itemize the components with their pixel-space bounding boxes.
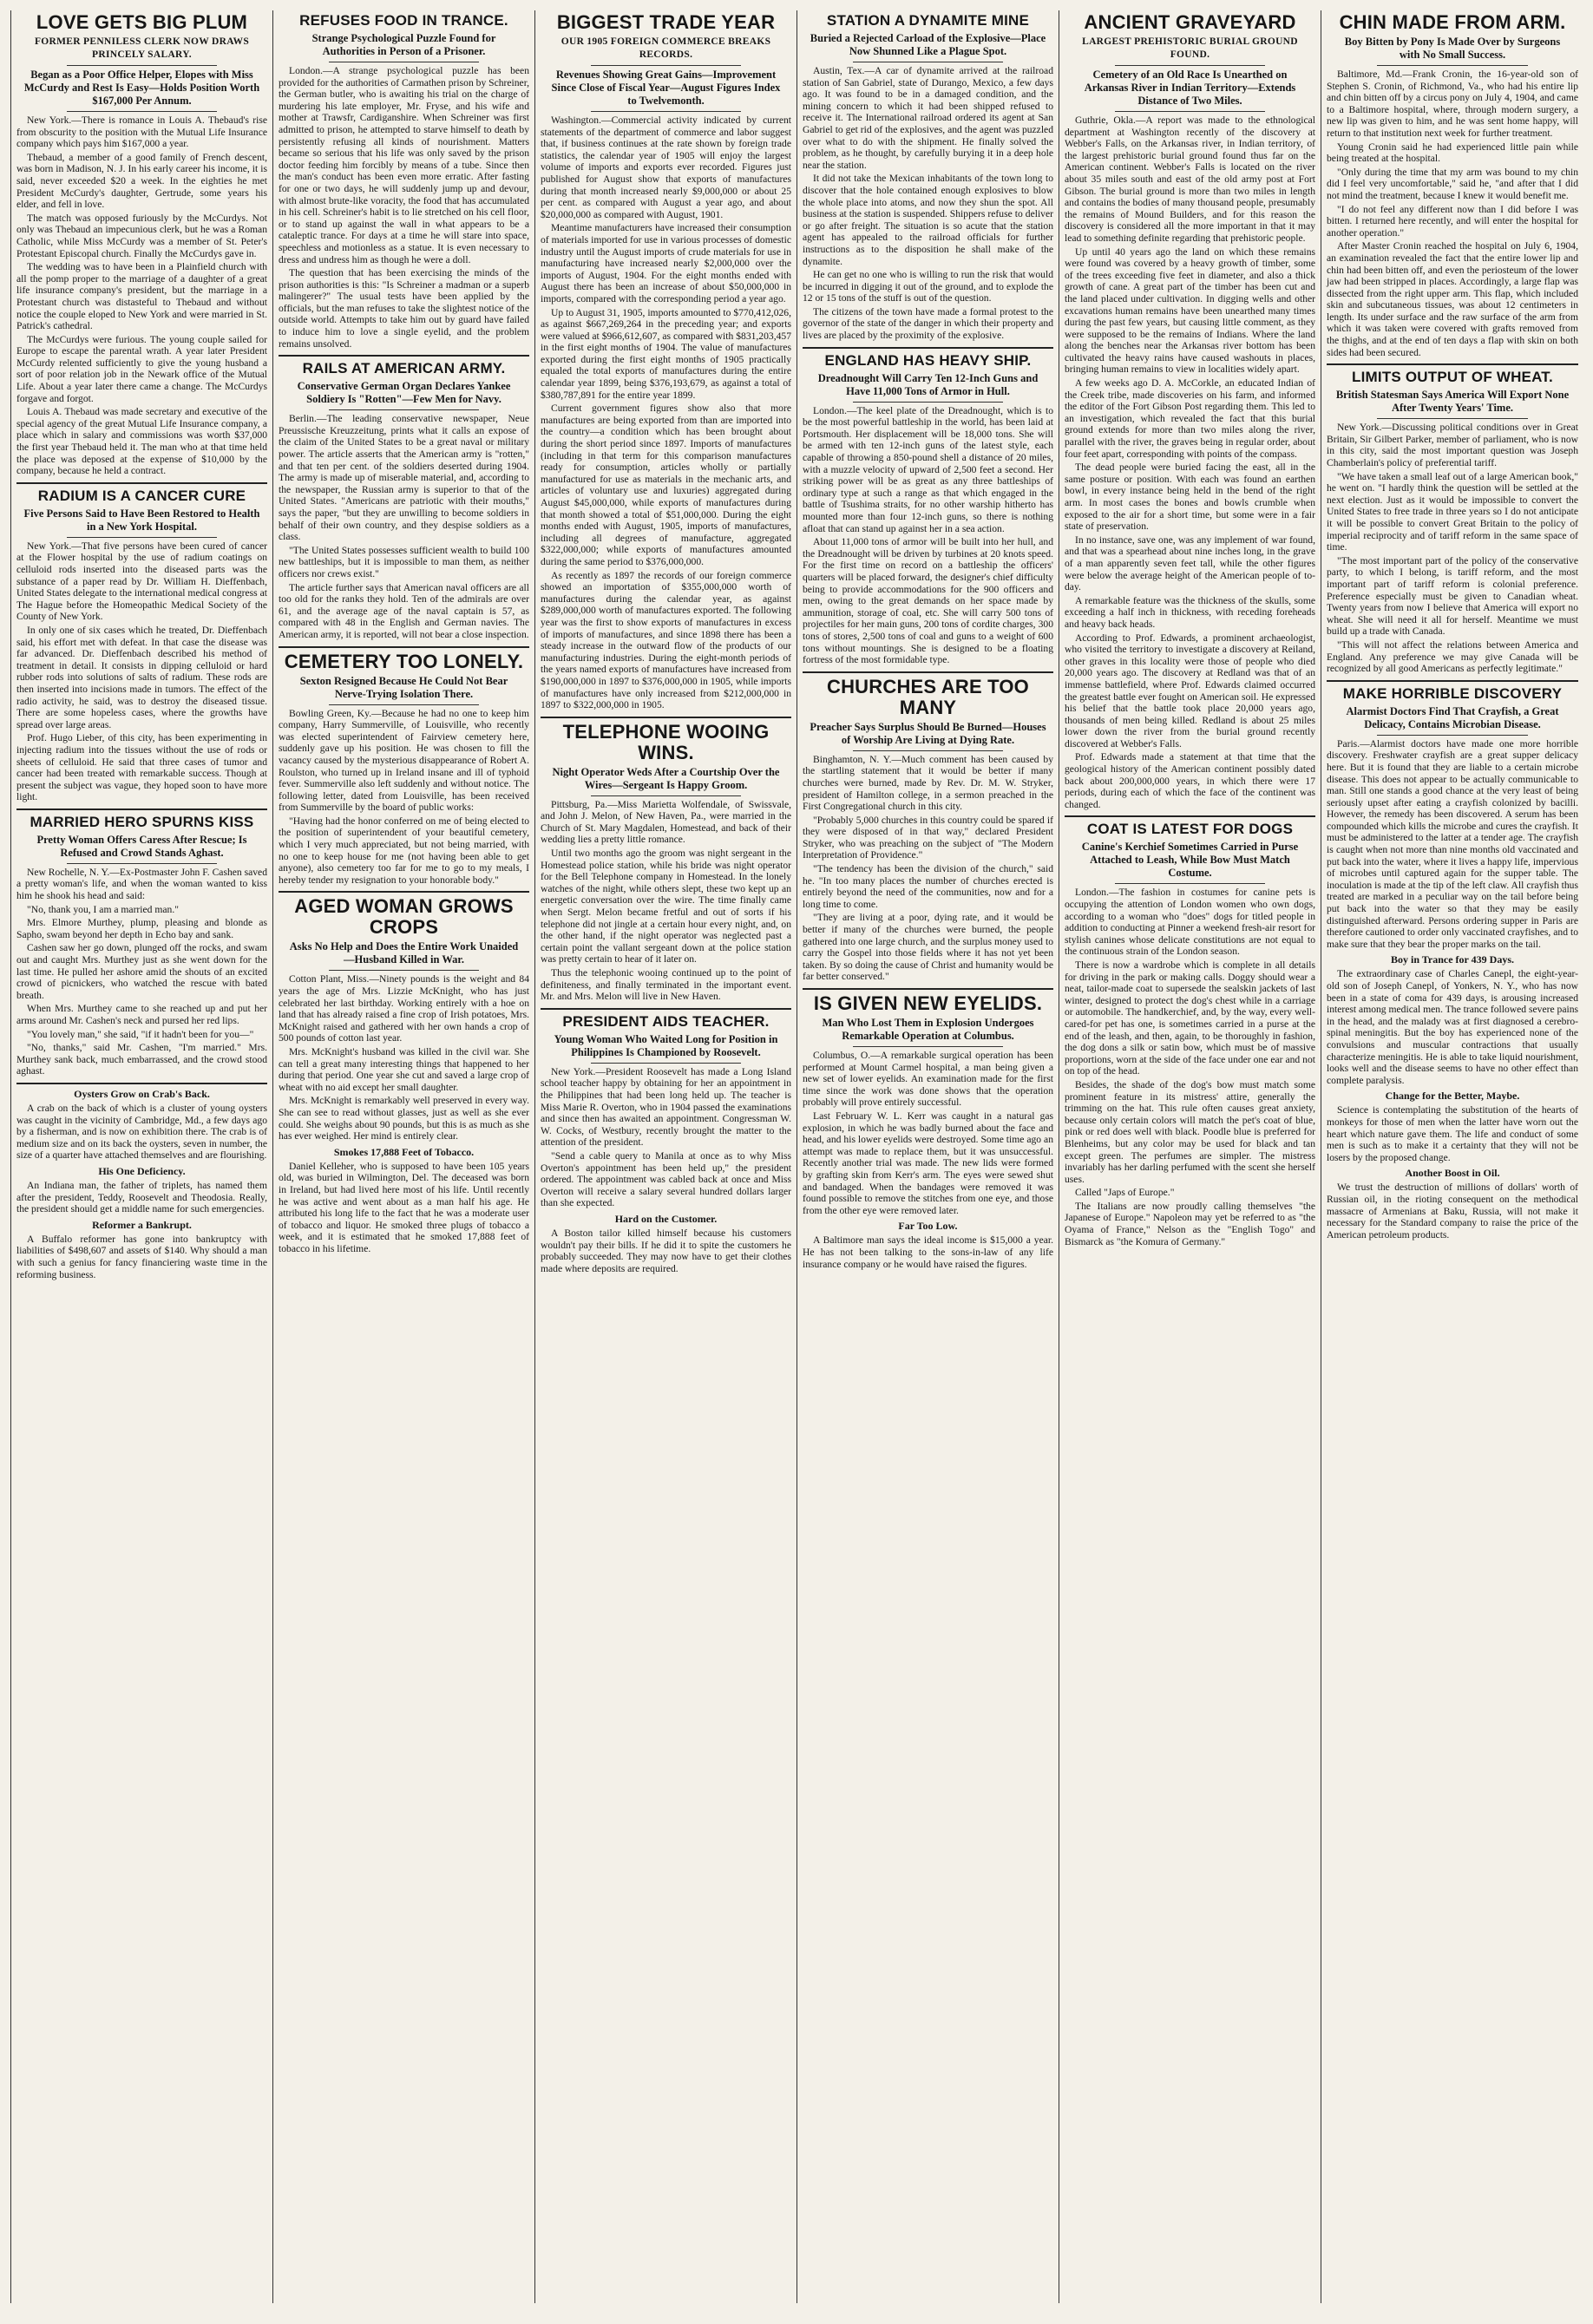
divider xyxy=(591,111,741,112)
paragraph: "The most important part of the policy of the conservative party, to which I belong, is tariff reform, and the most important part of tariff reform is colonial preference. Preference especially must be given to Canadian wheat. Twenty years from now I believe that America will export no wheat. She will need it all for herself. Meantime we must build up a trade with Canada. xyxy=(1327,554,1578,638)
newspaper-page xyxy=(10,10,1583,2303)
paragraph: The match was opposed furiously by the McCurdys. Not only was Thebaud an impecunious clerk, but he was a Roman Catholic, while Miss McCurdy was a member of St. Peter's Protestant Episcopal church. Finally the McCurdys gave in. xyxy=(16,212,267,259)
divider xyxy=(1377,418,1528,419)
headline: LIMITS OUTPUT OF WHEAT. xyxy=(1352,369,1553,386)
divider xyxy=(67,537,217,538)
paragraph: A remarkable feature was the thickness of the skulls, some exceeding a half inch in thickness, with receding foreheads and heavy back heads. xyxy=(1065,594,1315,630)
paragraph: Up to August 31, 1905, imports amounted to $770,412,026, as against $667,269,264 in the preceding year; and exports were valued at $966,612,607, as compared with $831,203,457 in the first eight months of 1904. The value of manufactures exported during the first eight months of 1905 practically equaled the total exports of manufactures during the entire calendar year 1899, being $376,193,679, as against a total of $380,787,891 for the entire year 1899. xyxy=(541,306,791,401)
paragraph: According to Prof. Edwards, a prominent archaeologist, who visited the territory to investigate a discovery at Reiland, other graves in this locality were those of people who died 20,000 years ago. The discovery at Redland was that of an immense battlefield, where Prof. Edwards claimed occurred the greatest battle ever fought on American soil. He expressed his belief that the battle took place 20,000 years ago, thousands of men being killed. Redland is about 25 miles lower down the river from the burial ground recently discovered at Webber's Falls. xyxy=(1065,632,1315,750)
paragraph: The question that has been exercising the minds of the prison authorities is this: "Is Schreiner a madman or a superb malingerer?" The usual tests have been applied by the officials, but the man refuses to take the slightest notice of the outside world. Attempts to take him out by guard have failed to induce him to love a single eyelid, and the problem remains unsolved. xyxy=(279,267,529,350)
paragraph: A Baltimore man says the ideal income is $15,000 a year. He has not been talking to the sons-in-law of any life insurance company or he would have raised the figures. xyxy=(803,1234,1053,1270)
paragraph: Until two months ago the groom was night sergeant in the Homestead police station, while his bride was night operator for the Bell Telephone company in Homestead. In the lonely watches of the night, while others slept, these two kept up an energetic conversation over the wire. The time finally came when Sergt. Melon became fretful and out of sorts if his telephone did not jingle at a certain hour every night, and, on the other hand, if the night operator was neglected past a certain point the vallant sergeant down at the police station was pretty certain to hear of it later on. xyxy=(541,848,791,966)
divider xyxy=(853,402,1003,403)
paragraph: Meantime manufacturers have increased their consumption of materials imported for use in various processes of domestic industry until the August imports of crude materials for use in manufacturing have increased nearly $2,000,000 over the imports of August, 1904. For the eight months ended with August there has been an increase of about $50,000,000 in imports, compared with the corresponding period a year ago. xyxy=(541,222,791,304)
paragraph: The extraordinary case of Charles Canepl, the eight-year-old son of Joseph Canepl, of Yonkers, N. Y., who has now been in a state of coma for 439 days, is arousing increased interest among medical men. The trance followed severe pains in the head, and the malady was at first diagnosed a cerebro-spinal meningitis. But the boy has experienced none of the convulsions and muscular contractions that usually characterize meningitis. He is able to take liquid nourishment, looks well and the disease seems to have no other effect than complete paralysis. xyxy=(1327,968,1578,1086)
item-heading: Reformer a Bankrupt. xyxy=(92,1218,192,1231)
article xyxy=(803,677,1053,990)
paragraph: "I do not feel any different now than I did before I was bitten. I returned here recently, and will enter the hospital for another operation." xyxy=(1327,203,1578,239)
divider xyxy=(591,1063,741,1064)
column-2 xyxy=(273,10,535,2303)
paragraph: "The United States possesses sufficient wealth to build 100 new battleships, but it is impossible to man them, as neither officers nor crews exist." xyxy=(279,544,529,579)
paragraph: As recently as 1897 the records of our foreign commerce showed an importation of $355,000,000 worth of manufactures during the calendar year, as against $289,000,000 worth of manufactures exported. The following year was the first to show exports of manufactures in excess of imports of manufactures, and since 1898 there has been a steady increase in the outward flow of the products of our manufacturing industries. During the eight-month periods of the years named exports of manufactures have increased from $190,000,000 in 1897 to $376,000,000 in 1905, while imports of manufactures have only increased from $212,000,000 in 1897 to $322,000,000 in 1905. xyxy=(541,569,791,711)
paragraph: Thus the telephonic wooing continued up to the point of definiteness, and finally terminated in the important event. Mr. and Mrs. Melon will live in New Haven. xyxy=(541,967,791,1003)
subheadline: Began as a Poor Office Helper, Elopes with Miss McCurdy and Rest Is Easy—Holds Position Worth $167,000 Per Annum. xyxy=(23,69,260,107)
headline: TELEPHONE WOOING WINS. xyxy=(562,720,770,763)
divider xyxy=(67,863,217,864)
item-heading: Another Boost in Oil. xyxy=(1405,1167,1500,1180)
headline: REFUSES FOOD IN TRANCE. xyxy=(299,12,508,29)
paragraph: There is now a wardrobe which is complete in all details for driving in the park or making calls. Doggy should wear a neat, tailor-made coat to supersede the sealskin jackets of last winter, designed to protect the dog's chest while in a carriage or automobile. The handkerchief, and, by the way, every well-cared-for pet has one, is sometimes carried in a purse at the end of the leash, and then, again, to be thoroughly in fashion, the dog dons a silk or satin bow, which must be of massive proportions, worn at the side of the face under one ear and not on top of the head. xyxy=(1065,959,1315,1077)
paragraph: Prof. Edwards made a statement at that time that the geological history of the American continent possibly dated back about 200,000,000 years, in which there were 17 periods, during each of which the face of the continent was changed. xyxy=(1065,751,1315,810)
item-heading: Smokes 17,888 Feet of Tobacco. xyxy=(333,1145,475,1158)
paragraph: A few weeks ago D. A. McCorkle, an educated Indian of the Creek tribe, made discoveries on his farm, and informed the editor of the Fort Gibson Post regarding them. This led to an investigation, which revealed the fact that this burial ground extends for more than two miles along the river, parallel with the river, the graves being in regular order, about four feet apart, corresponding with points of the compass. xyxy=(1065,377,1315,460)
paragraph: About 11,000 tons of armor will be built into her hull, and the Dreadnought will be driven by turbines at 20 knots speed. For the first time on record on a battleship the officers' quarters will be placed forward, the designer's chief difficulty being to provide accommodations for the 900 officers and men, owing to the great demands on her space made by ammunition, storage of coal, etc. She will carry 500 tons of projectiles for her main guns, 200 tons of cordite charges, 300 tons of stores, 2,500 tons of coal and guns to a weight of 600 tons without mountings. She is designed to be a floating fortress of the most formidable type. xyxy=(803,536,1053,666)
paragraph: "Having had the honor conferred on me of being elected to the position of superintendent of your beautiful cemetery, which I very much appreciated, but not being married, with no one to keep house for me (not having been able to get anyone), also cemetery too far for me to go to my meals, I hereby tender my resignation to your honorable body." xyxy=(279,815,529,886)
subheadline: Boy Bitten by Pony Is Made Over by Surgeons with No Small Success. xyxy=(1344,36,1561,61)
paragraph: "No, thank you, I am a married man." xyxy=(27,903,179,915)
subheadline: Pretty Woman Offers Caress After Rescue; Is Refused and Crowd Stands Aghast. xyxy=(36,833,247,859)
article xyxy=(16,488,267,810)
paragraph: Mrs. Elmore Murthey, plump, pleasing and blonde as Sapho, swam beyond her depth in Echo bay and sank. xyxy=(16,917,267,940)
article xyxy=(16,1088,267,1286)
paragraph: The Italians are now proudly calling themselves "the Japanese of Europe." Napoleon may yet be referred to as "the Oyama of France," Nelson as the "English Togo" and Bismarck as "the Komura of Germany." xyxy=(1065,1200,1315,1247)
paragraph: Current government figures show also that more manufactures are being exported from than are imported into the country—a condition which has been brought about during the short period since 1897. Imports of manufactures (including in that term for this comparison manufactures ready for consumption, articles wholly or partially manufactured for use as materials in the mechanic arts, and articles of voluntary use and luxuries) aggregated during August $45,000,000, while exports of manufactures during that month showed a total of $51,000,000. During the eight months ended with August, 1905, imports of manufactures, including all degrees of manufacture, aggregated $322,000,000; while exports of manufactures amounted during the same period to $376,000,000. xyxy=(541,403,791,567)
divider xyxy=(67,65,217,66)
article xyxy=(16,814,267,1084)
paragraph: New York.—Discussing political conditions over in Great Britain, Sir Gilbert Parker, member of parliament, who is now in this city, said the most important question was Joseph Chamberlain's policy of preferential tariff. xyxy=(1327,422,1578,469)
subheadline: Conservative German Organ Declares Yankee Soldiery Is "Rotten"—Few Men for Navy. xyxy=(297,380,511,406)
paragraph: Bowling Green, Ky.—Because he had no one to keep him company, Harry Summerville, of Louisville, who recently was elected superintendent of Fairview cemetery here, suddenly gave up his position. He was chosen to fill the vacancy caused by the mysterious disappearance of Robert A. Roulston, who turned up in Ireland insane and ill of typhoid fever. Summerville also left suddenly and without notice. The following letter, dated from Louisville, has been received from Summerville by the board of public works: xyxy=(279,707,529,814)
divider xyxy=(1377,735,1528,736)
subheadline: Five Persons Said to Have Been Restored to Health in a New York Hospital. xyxy=(23,507,260,533)
subheadline: LARGEST PREHISTORIC BURIAL GROUND FOUND. xyxy=(1082,36,1298,60)
divider xyxy=(329,409,479,410)
article xyxy=(279,651,529,894)
article xyxy=(803,352,1053,673)
divider xyxy=(1377,65,1528,66)
headline: AGED WOMAN GROWS CROPS xyxy=(294,895,514,939)
paragraph: New York.—President Roosevelt has made a Long Island school teacher happy by obtaining for her an appointment in the Philippines that had been long held up. The teacher is Miss Marie R. Overton, who in 1904 passed the examinations and since then has awaited an appointment. Congressman W. W. Cocks, of Westbury, recently brought the matter to the attention of the president. xyxy=(541,1065,791,1149)
item-heading: Oysters Grow on Crab's Back. xyxy=(74,1087,210,1100)
subheadline: Asks No Help and Does the Entire Work Unaided—Husband Killed in War. xyxy=(289,940,519,966)
paragraph: An Indiana man, the father of triplets, has named them after the president, Teddy, Roosevelt and Theodosia. Really, the president should get a middle name for such emergencies. xyxy=(16,1179,267,1215)
headline: STATION A DYNAMITE MINE xyxy=(826,12,1030,29)
subheadline: British Statesman Says America Will Export None After Twenty Years' Time. xyxy=(1335,389,1570,415)
headline: COAT IS LATEST FOR DOGS xyxy=(1086,821,1294,838)
article xyxy=(803,993,1053,1275)
item-heading: Far Too Low. xyxy=(898,1220,958,1233)
article xyxy=(279,896,529,1260)
paragraph: Pittsburg, Pa.—Miss Marietta Wolfendale, of Swissvale, and John J. Melon, of New Haven, Pa., were married in the Church of St. Mary Magdalen, Homestead, and back of their wedding lies a pretty little romance. xyxy=(541,798,791,846)
paragraph: Young Cronin said he had experienced little pain while being treated at the hospital. xyxy=(1327,141,1578,165)
column-4 xyxy=(797,10,1059,2303)
paragraph: Up until 40 years ago the land on which these remains were found was covered by a heavy growth of timber, some of the trees exceeding five feet in diameter, and also a thick growth of cane. A great part of the timber has been cut and the land placed under cultivation. In digging wells and other excavations human remains have been unearthed many times during the past few years, but causing little comment, as they were supposed to be the remains of Indians. Where the land along the benches near the Arkansas river bottom has been cultivated the heavy rains have caused washouts in places, bringing human remains to view in localities widely apart. xyxy=(1065,245,1315,376)
item-heading: Change for the Better, Maybe. xyxy=(1385,1090,1520,1103)
subheadline: Preacher Says Surplus Should Be Burned—Houses of Worship Are Living at Dying Rate. xyxy=(810,720,1046,746)
paragraph: The dead people were buried facing the east, all in the same posture or position. With each was found an earthen bowl, in every instance being held in the bend of the right arm. In most cases the bones and bowls crumble when exposed to the air for a short time, but some were in a fair state of preservation. xyxy=(1065,462,1315,533)
paragraph: Berlin.—The leading conservative newspaper, Neue Preussische Kreuzzeitung, prints what it calls an expose of the claim of the United States to be a great naval or military power. The article asserts that the American army is "rotten," and that ten per cent. of the soldiers deserted during 1904. The army is made up of miserable material, and, according to the newspaper, the Russian army is superior to that of the United States. "Americans are patriotic with their mouths," says the paper, "but they are unwilling to become soldiers in behalf of their own country, and they despise soldiers as a class. xyxy=(279,413,529,543)
paragraph: Last February W. L. Kerr was caught in a natural gas explosion, in which he was badly burned about the face and head, and his lower eyelids were destroyed. Some time ago an attempt was made to replace them, but it was unsuccessful. Recently another trial was made. The new lids were formed by grafting skin from Kerr's arm. The eyes were sewed shut and bandaged. When the bandages were removed it was found possible to remove the stitches from one eye, and those from the other eye were removed later. xyxy=(803,1110,1053,1216)
paragraph: When Mrs. Murthey came to she reached up and put her arms around Mr. Cashen's neck and pursed her red lips. xyxy=(16,1003,267,1026)
article xyxy=(279,360,529,647)
paragraph: Washington.—Commercial activity indicated by current statements of the department of commerce and labor suggest that, if business continues at the rate shown by foreign trade statistics, the calendar year of 1905 will enjoy the largest volume of imports and exports ever recorded. Figures just published for August show that exports of manufactures during that month increased nearly $9,000,000 or about 25 per cent. as compared with August a year ago, and about $20,000,000 as compared with August, 1901. xyxy=(541,115,791,220)
subheadline: Revenues Showing Great Gains—Improvement Since Close of Fiscal Year—August Figures Index to Twelvemonth. xyxy=(551,69,781,107)
headline: CHIN MADE FROM ARM. xyxy=(1339,11,1566,33)
paragraph: New Rochelle, N. Y.—Ex-Postmaster John F. Cashen saved a pretty woman's life, and when the woman wanted to kiss him he shook his head and said: xyxy=(16,866,267,902)
paragraph: Prof. Hugo Lieber, of this city, has been experimenting in injecting radium into the tissues without the use of rods or sheets of celluloid. He said that three cases of tumor and cancer had been treated with remarkable success. Though at present the subject was vague, they hoped soon to have more light. xyxy=(16,732,267,803)
divider xyxy=(1115,883,1265,884)
article xyxy=(541,1013,791,1280)
paragraph: Columbus, O.—A remarkable surgical operation has been performed at Mount Carmel hospital, a man being given a new set of lower eyelids. An examination made for the first time since the work was done shows that the operation probably will prove entirely successful. xyxy=(803,1050,1053,1109)
divider xyxy=(853,1046,1003,1047)
subheadline: Alarmist Doctors Find That Crayfish, a Great Delicacy, Contains Microbian Disease. xyxy=(1346,704,1559,730)
divider xyxy=(329,704,479,705)
divider xyxy=(1115,111,1265,112)
paragraph: New York.—There is romance in Louis A. Thebaud's rise from obscurity to the position with the Mutual Life Insurance company which pays him $167,000 a year. xyxy=(16,115,267,150)
paragraph: Thebaud, a member of a good family of French descent, was born in Madison, N. J. In his early career his income, it is said, never exceeded $20 a week. In the eighties he met President McCurdy's daughter, Gertrude, some years his elder, and fell in love. xyxy=(16,151,267,211)
paragraph: "Send a cable query to Manila at once as to why Miss Overton's appointment has been held up," the president ordered. The appointment was cabled back at once and Miss Overton will receive a salary several hundred dollars larger than she expected. xyxy=(541,1149,791,1209)
paragraph: "Only during the time that my arm was bound to my chin did I feel very uncomfortable," said he, "and after that I did not mind the treatment, because I knew it would benefit me. xyxy=(1327,166,1578,201)
headline: MAKE HORRIBLE DISCOVERY xyxy=(1342,684,1563,702)
paragraph: Besides, the shade of the dog's bow must match some prominent feature in its mistress' attire, generally the trimming on the hat. This rule often causes great anxiety, because only certain colors will match the pet's coat of blue, pink or red does well with black. Poodle blue is preferred for Blenheims, but any color may be used for black and tan except green. The perfumes are simpler. The mistress invariably has her darling perfumed with the scent she herself uses. xyxy=(1065,1078,1315,1185)
paragraph: Baltimore, Md.—Frank Cronin, the 16-year-old son of Stephen S. Cronin, of Richmond, Va., who had his entire lip and chin bitten off by a circus pony on July 4, 1904, and came to a Baltimore hospital, where, through modern surgery, a new lip was given to him, and he was sent home happy, will return to that institution next week for further treatment. xyxy=(1327,69,1578,139)
headline: CHURCHES ARE TOO MANY xyxy=(827,675,1029,718)
paragraph: London.—The fashion in costumes for canine pets is occupying the attention of London women who own dogs, according to a woman who "does" dogs for titled people in addition to conducting at Pinner a weekend fresh-air resort for stylish canines whose delicate constitutions are not equal to the continuous strain of the London season. xyxy=(1065,887,1315,958)
article xyxy=(541,722,791,1010)
paragraph: "They are living at a poor, dying rate, and it would be better if many of the churches were burned, the people gathered into one large church, and the surplus money used to carry the Gospel into those fields where it has not yet been taken. By so doing the cause of Christ and humanity would be far better conserved." xyxy=(803,912,1053,983)
column-6 xyxy=(1321,10,1583,2303)
article xyxy=(1065,821,1315,1253)
column-3 xyxy=(535,10,797,2303)
paragraph: "This will not affect the relations between America and England. Any preference we may give Canada will be recognized by all good Americans as perfectly legitimate." xyxy=(1327,638,1578,675)
article xyxy=(1065,12,1315,817)
subheadline: OUR 1905 FOREIGN COMMERCE BREAKS RECORDS. xyxy=(560,36,771,60)
paragraph: Binghamton, N. Y.—Much comment has been caused by the startling statement that it would be better if many churches were burned, made by Rev. Dr. M. W. Stryker, president of Hamilton college, in a sermon preached in the First Congregational church in this city. xyxy=(803,753,1053,813)
paragraph: Austin, Tex.—A car of dynamite arrived at the railroad station of San Gabriel, state of Durango, Mexico, a few days ago. It was found to be in a damaged condition, and the mining concern to which it had been shipped refused to receive it. The International railroad ordered its agent at San Gabriel to get rid of the explosives, and the agent was puzzled over what to do with the shipment. He finally solved the problem, as he thought, by carefully burying it in a deep hole near the station. xyxy=(803,65,1053,171)
headline: MARRIED HERO SPURNS KISS xyxy=(30,813,254,830)
divider xyxy=(1115,65,1265,66)
paragraph: He can get no one who is willing to run the risk that would be incurred in digging it out of the ground, and to explode the 12 or 15 tons of the stuff is out of the question. xyxy=(803,269,1053,304)
divider xyxy=(67,111,217,112)
headline: RADIUM IS A CANCER CURE xyxy=(37,487,246,504)
subheadline: Dreadnought Will Carry Ten 12-Inch Guns and Have 11,000 Tons of Armor in Hull. xyxy=(817,371,1039,397)
item-heading: His One Deficiency. xyxy=(98,1164,186,1177)
headline: IS GIVEN NEW EYELIDS. xyxy=(813,992,1043,1014)
divider xyxy=(329,970,479,971)
article xyxy=(16,12,267,484)
subheadline: Cemetery of an Old Race Is Unearthed on Arkansas River in Indian Territory—Extends Distance of Two Miles. xyxy=(1084,69,1296,107)
column-1 xyxy=(11,10,273,2303)
paragraph: "Probably 5,000 churches in this country could be spared if they were disposed of in that way," declared President Stryker, who was preaching on the subject of "The Modern Interpretation of Providence." xyxy=(803,814,1053,861)
paragraph: Cotton Plant, Miss.—Ninety pounds is the weight and 84 years the age of Mrs. Lizzie McKnight, who has just celebrated her last birthday. Working entirely with a hoe on land that has already raised a fine crop of Irish potatoes, Mrs. McKnight raised and gathered with her own hands a crop of 500 pounds of cotton last year. xyxy=(279,973,529,1044)
paragraph: A Boston tailor killed himself because his customers wouldn't pay their bills. If he did it to spite the customers he probably succeeded. They may now have to get their clothes made where deposits are required. xyxy=(541,1227,791,1274)
article xyxy=(803,12,1053,349)
subheadline: Man Who Lost Them in Explosion Undergoes Remarkable Operation at Columbus. xyxy=(822,1017,1034,1042)
paragraph: In only one of six cases which he treated, Dr. Dieffenbach said, his effort met with defeat. In that case the disease was far advanced. Dr. Dieffenbach described his method of treatment in detail. It consists in dipping celluloid or hard rubber rods into solutions of salts of radium. These rods are then inserted into incisions made in tumors. The effect of the radio activity, he said, was to destroy the diseased tissue. There are some hopeless cases, where the growths have spread over large areas. xyxy=(16,624,267,730)
subheadline: Sexton Resigned Because He Could Not Bear Nerve-Trying Isolation There. xyxy=(299,674,508,700)
paragraph: "You lovely man," she said, "if it hadn't been for you—" xyxy=(27,1028,254,1040)
paragraph: Louis A. Thebaud was made secretary and executive of the special agency of the great Mutual Life Insurance company, a place which in salary and commissions was worth $37,000 the first year Thebaud held it. The man who at that time held the place was deposed at the expense of $10,000 by the company, because he held a contract. xyxy=(16,406,267,477)
divider xyxy=(591,795,741,796)
paragraph: "No, thanks," said Mr. Cashen, "I'm married." Mrs. Murthey sank back, much embarrassed, and the crowd stood aghast. xyxy=(16,1042,267,1077)
article xyxy=(1327,685,1578,1247)
paragraph: We trust the destruction of millions of dollars' worth of Russian oil, in the rioting consequent on the methodical massacre of Armenians at Baku, Russia, will not make it necessary for the Standard company to raise the price of the American petroleum products. xyxy=(1327,1182,1578,1241)
paragraph: Science is contemplating the substitution of the hearts of monkeys for those of men when the latter have worn out the heart which nature gave them. The life and conduct of some men is such as to make it a certainty that they will not be losers by the proposed change. xyxy=(1327,1104,1578,1163)
headline: PRESIDENT AIDS TEACHER. xyxy=(562,1012,770,1030)
paragraph: The article further says that American naval officers are all too old for the ranks they hold. Ten of the admirals are over 61, and the average age of the naval captain is 57, as compared with 48 in the English and German navies. The American army, it is reported, will not bear a close inspection. xyxy=(279,581,529,640)
article xyxy=(541,12,791,718)
subheadline: Canine's Kerchief Sometimes Carried in Purse Attached to Leash, While Bow Must Match Costume. xyxy=(1081,841,1299,880)
subheadline: FORMER PENNILESS CLERK NOW DRAWS PRINCELY SALARY. xyxy=(34,36,250,60)
paragraph: Called "Japs of Europe." xyxy=(1075,1187,1175,1199)
article xyxy=(1327,12,1578,365)
paragraph: The citizens of the town have made a formal protest to the governor of the state of the danger in which their property and lives are placed by the proximity of the explosive. xyxy=(803,305,1053,342)
paragraph: After Master Cronin reached the hospital on July 6, 1904, an examination revealed the fact that the entire lower lip and chin had been bitten off, and even the periosteum of the lower jaw had been stripped in places. Accordingly, a large flap was dissected from the right upper arm. This flap, which included skin and subcutaneous tissues, was about 12 centimeters in length. Its under surface and the raw surface of the arm from which it was taken were covered with grafts removed from the thighs, and at the end of ten days a flap with skin on both sides had been secured. xyxy=(1327,240,1578,358)
headline: LOVE GETS BIG PLUM xyxy=(36,11,248,33)
item-heading: Hard on the Customer. xyxy=(614,1212,718,1225)
subheadline: Strange Psychological Puzzle Found for Authorities in Person of a Prisoner. xyxy=(311,32,496,57)
paragraph: Cashen saw her go down, plunged off the rocks, and swam out and caught Mrs. Murthey just as she went down for the last time. He pulled her ashore amid the shouts of an excited crowd of picnickers, who watched the rescue with bated breath. xyxy=(16,942,267,1001)
paragraph: Paris.—Alarmist doctors have made one more horrible discovery. Freshwater crayfish are a great supper delicacy here. But it is found that they are liable to a certain microbe disease. This does not appear to be actually communicable to man. Still one stands a good chance at the very least of being seriously upset after eating a crayfish colonized by bacilli. However, the remedy has been discovered. A serum has been compounded which kills the microbe and cures the crayfish. It must be administered to the latter at a tender age. The crayfish is caught when not more than nine months old vaccinated and put back into the water, where it lives a happy life, impervious of microbes until captured again for the supper table. The inoculation is made at the tip of the left claw. All crayfish thus treated are marked in a peculiar way on the tail before being put back into the water so that they may be easily distinguished afterward. Persons ordering supper in Paris are therefore cautioned to order only vaccinated crayfishes, and to make sure that they bear the proper marks on the tail. xyxy=(1327,737,1578,950)
item-heading: Boy in Trance for 439 Days. xyxy=(1390,953,1514,966)
headline: RAILS AT AMERICAN ARMY. xyxy=(302,360,506,377)
article xyxy=(1327,369,1578,681)
paragraph: A crab on the back of which is a cluster of young oysters was caught in the vicinity of Cambridge, Md., a few days ago by a fisherman, and is now on exhibition there. The crab is of medium size and on its back the oysters, seven in number, the size of a quarter have attached themselves and are flourishing. xyxy=(16,1102,267,1162)
headline: BIGGEST TRADE YEAR xyxy=(556,11,776,33)
paragraph: London.—A strange psychological puzzle has been provided for the authorities of Carmathen prison by Schreiner, the German butler, who is awaiting his trial on the charge of murdering his late employer, Mr. Fryse, and his wife and mother at Trawsfr, Cardiganshire. When Schreiner was first admitted to prison, he attempted to starve himself to death by persistently refusing all kinds of nourishment. Matters became so serious that his life was only saved by the prison doctor feeding him forcibly by means of a tube. Since then the man's conduct has been even more erratic. After fasting for one or two days, he will suddenly jump up and devour, with almost brute-like voracity, the food that has accumulated in his cell. Schreiner's habit is to lie stretched on his cell floor, or to stand up against the wall in what appears to be a cataleptic trance. For days at a time he will stare into space, speechless and motionless as a statue. It is even necessary to dress and undress him as though he were a doll. xyxy=(279,65,529,265)
paragraph: "We have taken a small leaf out of a large American book," he went on. "I hardly think the question will be settled at the next election. Just as it would be impossible to convert the United States to free trade in three years so I do not anticipate it will be possible to convert Great Britain to the policy of imperial reciprocity and of tariff reform in the same space of time. xyxy=(1327,470,1578,553)
paragraph: In no instance, save one, was any implement of war found, and that was a spearhead about nine inches long, in the grave of a man apparently seven feet tall, while the other figures were below the average height of the American people of to-day. xyxy=(1065,534,1315,593)
paragraph: Daniel Kelleher, who is supposed to have been 105 years old, was buried in Wilmington, Del. The deceased was born in Ireland, but had lived here most of his life. Until recently he was active and went about as a man half his age. He attributed his long life to the fact that he was a moderate user of tobacco and liquor. He smoked three plugs of tobacco a week, and it is estimated that he smoked 17,888 feet of tobacco in his lifetime. xyxy=(279,1160,529,1254)
paragraph: It did not take the Mexican inhabitants of the town long to discover that the hole contained enough explosives to blow the whole place into atoms, and now they shun the spot. All business at the station is suspended. Shippers refuse to deliver or go after freight. The situation is so acute that the station agent has appealed to the railroad officials for further instructions as to the disposition he shall make of the dynamite. xyxy=(803,173,1053,267)
column-5 xyxy=(1059,10,1321,2303)
paragraph: Guthrie, Okla.—A report was made to the ethnological department at Washington recently of the discovery at Webber's Falls, on the Arkansas river, in Indian territory, of the largest prehistoric burial ground found thus far on the American continent. Webber's Falls is located on the river about 35 miles south and east of the old army post at Fort Gibson. The burial ground is more than two miles in length and contains the bodies of many thousand people, presumably the remains of Mound Builders, and for this reason the discovery is considered all the more important in that it may lead to something definite regarding that prehistoric people. xyxy=(1065,115,1315,244)
paragraph: Mrs. McKnight's husband was killed in the civil war. She can tell a great many interesting things that happened to her during that period. One year she cut and saved a large crop of wheat with no aid except her small daughter. xyxy=(279,1046,529,1093)
paragraph: Mrs. McKnight is remarkably well preserved in every way. She can see to read without glasses, just as well as she ever could. She weighs about 90 pounds, but this is as much as she has ever weighed. Her mind is entirely clear. xyxy=(279,1095,529,1142)
subheadline: Young Woman Who Waited Long for Position in Philippines Is Championed by Roosevelt. xyxy=(554,1032,778,1058)
subheadline: Night Operator Weds After a Courtship Over the Wires—Sergeant Is Happy Groom. xyxy=(552,765,780,791)
paragraph: The wedding was to have been in a Plainfield church with all the pomp proper to the marriage of a daughter of a great life insurance company's president, but the marriage in a Protestant church was distasteful to Thebaud and without notice the couple eloped to New York and were married in St. Patrick's cathedral. xyxy=(16,261,267,332)
headline: ANCIENT GRAVEYARD xyxy=(1084,11,1296,33)
paragraph: London.—The keel plate of the Dreadnought, which is to be the most powerful battleship in the world, has been laid at Portsmouth. Her displacement will be 18,000 tons. She will be armed with ten 12-inch guns of the latest style, each capable of throwing a 850-pound shell a distance of 20 miles, with a muzzle velocity of upward of 2,500 feet a second. Her striking power will be as great as any three battleships of ordinary type at such a range as that which engaged in the battle of Tsushima straits, for no other warship hitherto has mounted more than four 12-inch guns, so there is nothing afloat that can stand up against her in a sea action. xyxy=(803,404,1053,534)
paragraph: New York.—That five persons have been cured of cancer at the Flower hospital by the use of radium coatings on celluloid rods inserted into the diseased parts was the substance of a paper read by Dr. William H. Dieffenbach, United States delegate to the international medical congress at The Hague before the Homeopathic Medical Society of the County of New York. xyxy=(16,540,267,623)
headline: CEMETERY TOO LONELY. xyxy=(284,650,524,672)
article xyxy=(279,12,529,357)
paragraph: "The tendency has been the division of the church," said he. "In too many places the number of churches erected is entirely beyond the need of the communities, now and for a long time to come. xyxy=(803,863,1053,910)
headline: ENGLAND HAS HEAVY SHIP. xyxy=(824,351,1032,369)
paragraph: The McCurdys were furious. The young couple sailed for Europe to escape the parental wrath. A year later President McCurdy relented sufficiently to give the young husband a sort of poor relation job in the Newark office of the Mutual Life. About a year later there came a change. The McCurdys forgave and forgot. xyxy=(16,333,267,404)
divider xyxy=(591,65,741,66)
divider xyxy=(853,750,1003,751)
paragraph: A Buffalo reformer has gone into bankruptcy with liabilities of $498,607 and assets of $140. Why should a man with such a genius for fancy financiering waste time in the reforming business. xyxy=(16,1233,267,1280)
subheadline: Buried a Rejected Carload of the Explosive—Place Now Shunned Like a Plague Spot. xyxy=(810,32,1046,57)
